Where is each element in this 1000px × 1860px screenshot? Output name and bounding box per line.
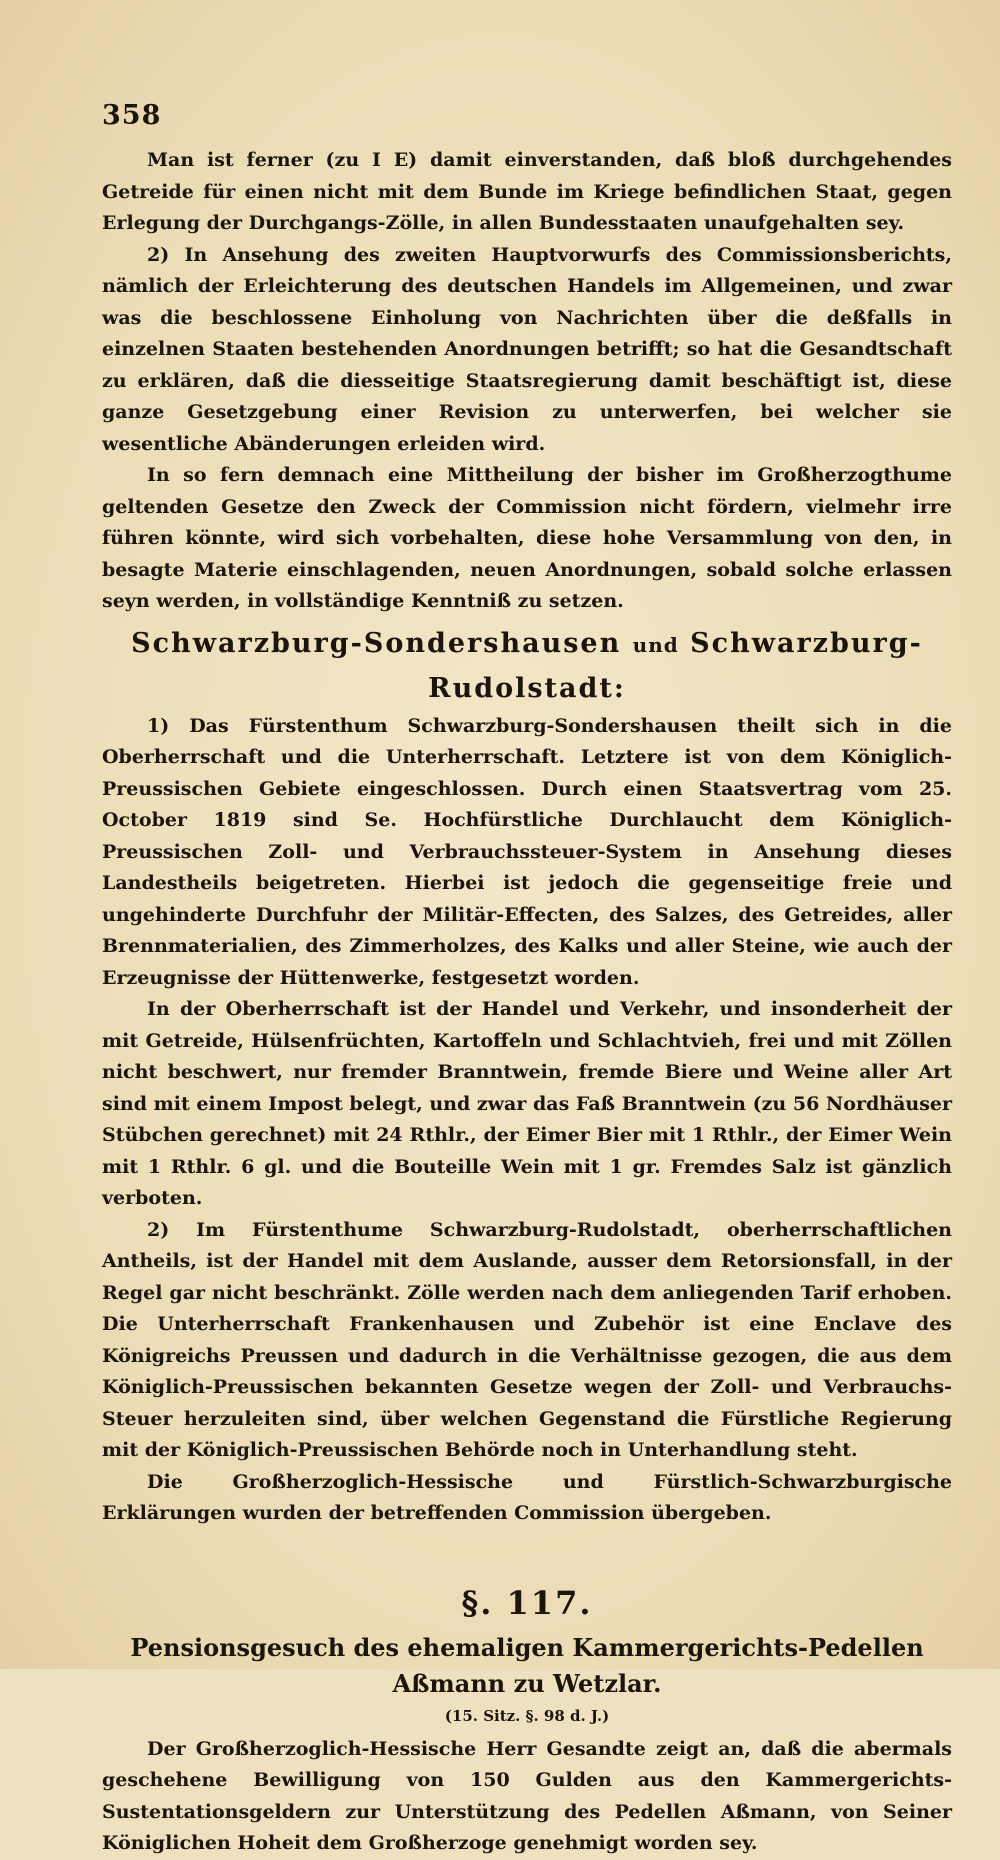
page-number: 358: [102, 100, 162, 131]
paragraph-durchgang: Man ist ferner (zu I E) damit einverstanden, daß bloß durchgehendes Getreide für einen nicht mit dem Bunde im Kriege befindlichen Staat, gegen Erlegung der Durchgangs-Zölle, in allen Bundesstaaten unaufgehalten sey.: [102, 149, 952, 234]
section-mark-117: §. 117.: [461, 1583, 593, 1622]
paragraph-mittheilung: In so fern demnach eine Mittheilung der bisher im Großherzogthume geltenden Gesetze den Zweck der Commission nicht fördern, vielmehr irre führen könnte, wird sich vorbehalten, diese hohe Versammlung von den, in besagte Materie einschlagenden, neuen Anordnungen, sobald solche erlassen seyn werden, in vollständige Kenntniß zu setzen.: [102, 464, 952, 612]
section-heading-schwarzburg: [102, 622, 952, 711]
heading-conj: und: [632, 632, 679, 657]
paragraph-oberherrschaft: In der Oberherrschaft ist der Handel und Verkehr, und insonderheit der mit Getreide, Hülsenfrüchten, Kartoffeln und Schlachtvieh, frei und mit Zöllen nicht beschwert, nur fremder Branntwein, fremde Biere und Weine aller Art sind mit einem Impost belegt, und zwar das Faß Branntwein (zu 56 Nordhäuser Stübchen gerechnet) mit 24 Rthlr., der Eimer Bier mit 1 Rthlr., der Eimer Wein mit 1 Rthlr. 6 gl. und die Bouteille Wein mit 1 gr. Fremdes Salz ist gänzlich verboten.: [102, 998, 952, 1209]
paragraph-erklaerungen: Die Großherzoglich-Hessische und Fürstlich-Schwarzburgische Erklärungen wurden der betreffenden Commission übergeben.: [102, 1470, 952, 1524]
paragraph-sondershausen: 1) Das Fürstenthum Schwarzburg-Sondershausen theilt sich in die Oberherrschaft und die Unterherrschaft. Letztere ist von dem Königlich-Preussischen Gebiete eingeschlossen. Durch einen Staatsvertrag vom 25. October 1819 sind Se. Hochfürstliche Durchlaucht dem Königlich-Preussischen Zoll- und Verbrauchssteuer-System in Ansehung dieses Landestheils beigetreten. Hierbei ist jedoch die gegenseitige freie und ungehinderte Durchfuhr der Militär-Effecten, des Salzes, des Getreides, aller Brennmaterialien, des Zimmerholzes, des Kalks und aller Steine, wie auch der Erzeugnisse der Hüttenwerke, festgesetzt worden.: [102, 714, 952, 989]
section-reference-117: (15. Sitz. §. 98 d. J.): [444, 1706, 610, 1725]
paragraph-hauptvorwurf: 2) In Ansehung des zweiten Hauptvorwurfs des Commissionsberichts, nämlich der Erleichterung des deutschen Handels im Allgemeinen, und zwar was die beschlossene Einholung von Nachrichten über die deßfalls in einzelnen Staaten bestehenden Anordnungen betrifft; so hat die Gesandtschaft zu erklären, daß die diesseitige Staatsregierung damit beschäftigt ist, diese ganze Gesetzgebung einer Revision zu unterwerfen, bei welcher sie wesentliche Abänderungen erleiden wird.: [102, 243, 952, 455]
paragraph-rudolstadt: 2) Im Fürstenthume Schwarzburg-Rudolstadt, oberherrschaftlichen Antheils, ist der Handel mit dem Auslande, ausser dem Retorsionsfall, in der Regel gar nicht beschränkt. Zölle werden nach dem anliegenden Tarif erhoben. Die Unterherrschaft Frankenhausen und Zubehör ist eine Enclave des Königreichs Preussen und dadurch in die Verhältnisse gezogen, die aus dem Königlich-Preussischen bekannten Gesetze wegen der Zoll- und Verbrauchs-Steuer herzuleiten sind, über welchen Gegenstand die Fürstliche Regierung mit der Königlich-Preussischen Behörde noch in Unterhandlung steht.: [102, 1218, 952, 1461]
heading-left: Schwarzburg-Sondershausen: [131, 627, 622, 659]
heading-right: Schwarzburg-Rudolstadt:: [428, 627, 923, 704]
paragraph-pension: Der Großherzoglich-Hessische Herr Gesandte zeigt an, daß die abermals geschehene Bewilligung von 150 Gulden aus den Kammergerichts-Sustentationsgeldern zur Unterstützung des Pedellen Aßmann, von Seiner Königlichen Hoheit dem Großherzoge genehmigt worden sey.: [102, 1737, 952, 1854]
section-title-117: Pensionsgesuch des ehemaligen Kammergerichts-Pedellen Aßmann zu Wetzlar.: [130, 1632, 924, 1698]
